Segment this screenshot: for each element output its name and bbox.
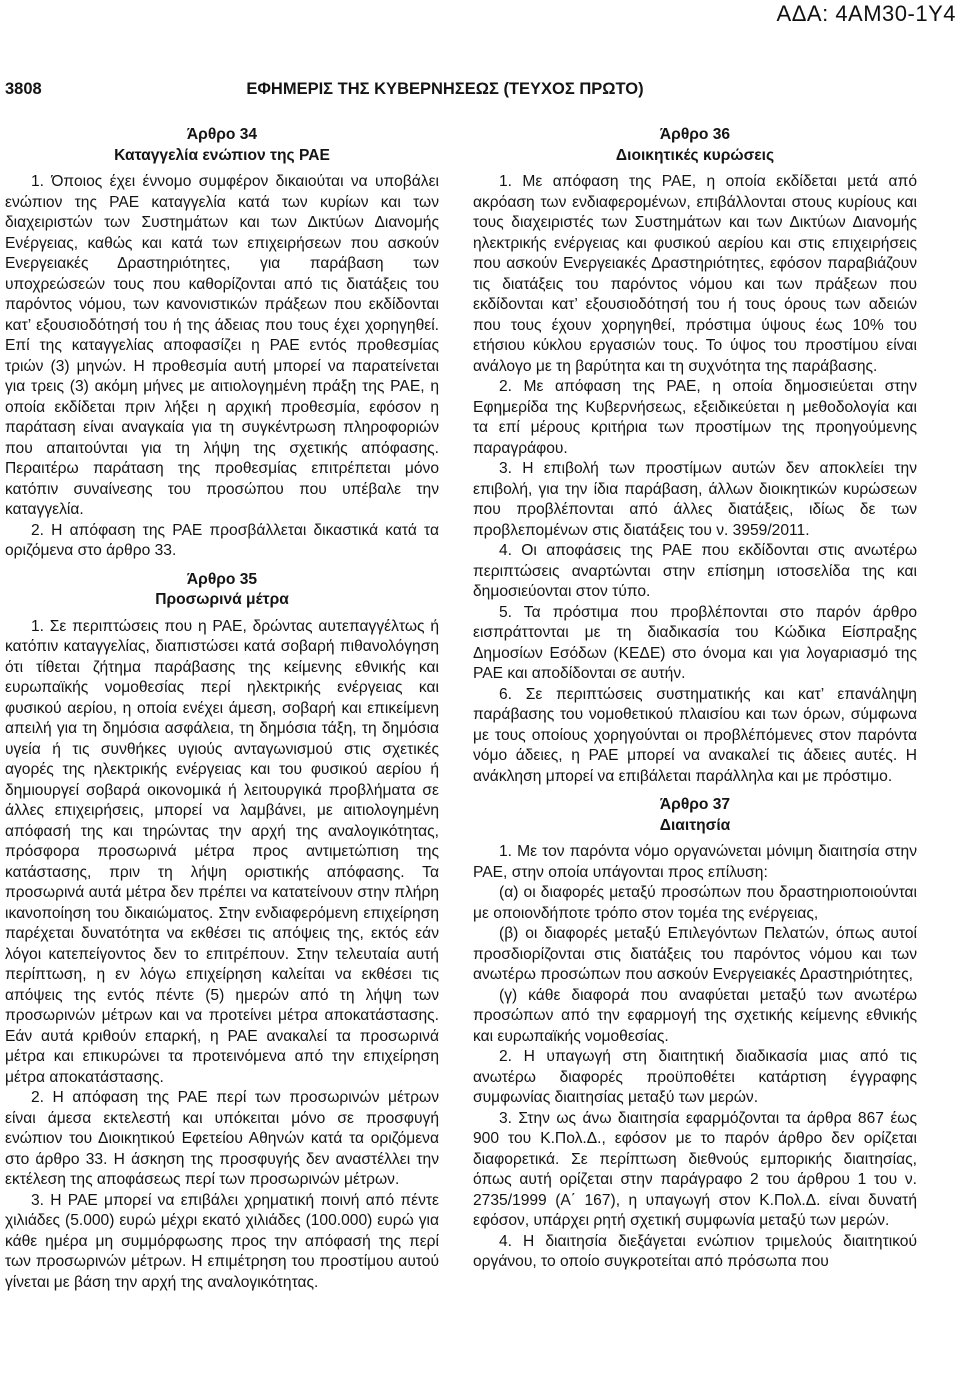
- paragraph: 1. Σε περιπτώσεις που η ΡΑΕ, δρώντας αυτεπαγγέλτως ή κατόπιν καταγγελίας, διαπιστώσει κατά σοβαρή πιθανολόγηση ότι τίθεται ζήτημα παράβασης της κείμενης εθνικής και ευρωπαϊκής νομοθεσίας περί ηλεκτρικής ενέργειας και φυσικού αερίου, η οποία ενέχει άμεση, σοβαρή και επικείμενη απειλή για τη δημόσια ασφάλεια, τη δημόσια τάξη, τη δημόσια υγεία ή τις συνθήκες υγιούς ανταγωνισμού στις σχετικές αγορές της ηλεκτρικής ενέργειας και του φυσικού αερίου ή δημιουργεί σοβαρά οικονομικά ή λειτουργικά προβλήματα σε άλλες επιχειρήσεις, μπορεί να λαμβάνει, με αιτιολογημένη απόφασή της και τηρώντας την αρχή της αναλογικότητας, πρόσφορα προσωρινά μέτρα προς αντιμετώπιση της κατάστασης, πριν τη λήψη οριστικής απόφασης. Τα προσωρινά αυτά μέτρα δεν πρέπει να κατατείνουν στην πλήρη ικανοποίηση του δικαιώματος. Στην ενδιαφερόμενη επιχείρηση παρέχεται δυνατότητα να εκθέσει τις απόψεις της, εκτός εάν λόγοι κατεπείγοντος δεν το επιτρέπουν. Στην τελευταία αυτή περίπτωση, η εν λόγω επιχείρηση καλείται να εκθέσει τις απόψεις της εντός πέντε (5) ημερών από τη λήψη των προσωρινών μέτρων και να προτείνει μέτρα αποκατάστασης. Εάν αυτά κριθούν επαρκή, η ΡΑΕ ανακαλεί τα προσωρινά μέτρα και επικυρώνει τα προτεινόμενα από την επιχείρηση μέτρα αποκατάστασης.: [5, 617, 439, 1086]
- article-number: Άρθρο 35: [186, 570, 258, 588]
- page-header: [0, 80, 960, 102]
- paragraph: 3. Η επιβολή των προστίμων αυτών δεν αποκλείει την επιβολή, για την ίδια παράβαση, άλλων διοικητικών κυρώσεων που προβλέπονται από άλλες διατάξεις, ιδίως δε των προβλεπομένων στις διατάξεις του ν. 3959/2011.: [473, 460, 917, 539]
- paragraph: 1. Με τον παρόντα νόμο οργανώνεται μόνιμη διαιτησία στην ΡΑΕ, στην οποία υπάγονται προς επίλυση:: [473, 843, 917, 881]
- paragraph: (γ) κάθε διαφορά που αναφύεται μεταξύ των ανωτέρω προσώπων από την εφαρμογή της σχετικής κείμενης εθνικής και ευρωπαϊκής νομοθεσίας.: [473, 986, 917, 1045]
- article-title: Διοικητικές κυρώσεις: [615, 146, 775, 164]
- article-35-heading: [5, 570, 439, 611]
- paragraph: (β) οι διαφορές μεταξύ Επιλεγόντων Πελατών, όπως αυτοί προσδιορίζονται στις διατάξεις του παρόντος νόμου και των ανωτέρω προσώπων που ασκούν Ενεργειακές Δραστηριότητες,: [473, 925, 917, 983]
- paragraph: 3. Στην ως άνω διαιτησία εφαρμόζονται τα άρθρα 867 έως 900 του Κ.Πολ.Δ., εφόσον με το παρόν άρθρο δεν ορίζεται διαφορετικά. Σε περίπτωση διεθνούς εμπορικής διαιτησίας, όπως αυτή ορίζεται στην παράγραφο 2 του άρθρου 1 του ν. 2735/1999 (Α΄ 167), η υπαγωγή στον Κ.Πολ.Δ. είναι δυνατή εφόσον, υπάρχει ρητή σχετική συμφωνία μεταξύ των μερών.: [473, 1109, 917, 1229]
- article-number: Άρθρο 37: [659, 796, 731, 813]
- article-37-heading: [473, 795, 917, 836]
- paragraph: 5. Τα πρόστιμα που προβλέπονται στο παρόν άρθρο εισπράττονται με τη διαδικασία του Κώδικα Είσπραξης Δημοσίων Εσόδων (ΚΕΔΕ) στο όνομα και για λογαριασμό της ΡΑΕ και αποδίδονται σε αυτήν.: [473, 603, 917, 682]
- article-34-heading: [5, 125, 439, 166]
- article-36-heading: [473, 125, 917, 166]
- article-title: Διαιτησία: [659, 816, 731, 834]
- paragraph: 4. Η διαιτησία διεξάγεται ενώπιον τριμελούς διαιτητικού οργάνου, το οποίο συγκροτείται από πρόσωπα που: [473, 1232, 917, 1270]
- paragraph: 2. Με απόφαση της ΡΑΕ, η οποία δημοσιεύεται στην Εφημερίδα της Κυβερνήσεως, εξειδικεύεται η μεθοδολογία και τα επί μέρους κριτήρια των προστίμων της προηγούμενης παραγράφου.: [473, 378, 917, 457]
- paragraph: 2. Η απόφαση της ΡΑΕ προσβάλλεται δικαστικά κατά τα οριζόμενα στο άρθρο 33.: [5, 521, 439, 559]
- right-column: [473, 125, 917, 1273]
- paragraph: (α) οι διαφορές μεταξύ προσώπων που δραστηριοποιούνται με οποιονδήποτε τρόπο στον τομέα της ενέργειας,: [473, 884, 917, 922]
- paragraph: 2. Η υπαγωγή στη διαιτητική διαδικασία μιας από τις ανωτέρω διαφορές προϋποθέτει κατάρτιση έγγραφης συμφωνίας διαιτησίας μεταξύ των μερών.: [473, 1048, 917, 1106]
- article-title: Προσωρινά μέτρα: [155, 591, 289, 608]
- paragraph: 6. Σε περιπτώσεις συστηματικής και κατ’ επανάληψη παράβασης του νομοθετικού πλαισίου και των όρων, σύμφωνα με τους οποίους χορηγούνται οι προβλέπόμενες στον παρόντα νόμο άδειες, η ΡΑΕ μπορεί να ανακαλεί τις άδειες αυτές. Η ανάκληση μπορεί να επιβάλεται παράλληλα και με πρόστιμο.: [473, 685, 917, 785]
- ada-identifier: ΑΔΑ: 4ΑΜ30-1Υ4: [776, 1, 956, 26]
- page-number: 3808: [5, 80, 42, 98]
- paragraph: 2. Η απόφαση της ΡΑΕ περί των προσωρινών μέτρων είναι άμεσα εκτελεστή και υπόκειται μόνο σε προσφυγή ενώπιον του Διοικητικού Εφετείου Αθηνών κατά τα οριζόμενα στο άρθρο 33. Η άσκηση της προσφυγής δεν αναστέλλει την εκτέλεση της αποφάσεως περί των προσωρινών μέτρων.: [5, 1089, 439, 1188]
- paragraph: 4. Οι αποφάσεις της ΡΑΕ που εκδίδονται στις ανωτέρω περιπτώσεις αναρτώνται στην επίσημη ιστοσελίδα της και δημοσιεύονται στον τύπο.: [473, 542, 917, 600]
- paragraph: 1. Όποιος έχει έννομο συμφέρον δικαιούται να υποβάλει ενώπιον της ΡΑΕ καταγγελία κατά των κυρίων και των διαχειριστών των Συστημάτων και των Δικτύων Διανομής Ενέργειας, καθώς και κατά των επιχειρήσεων που ασκούν Ενεργειακές Δραστηριότητες, για παράβαση των υποχρεώσεών τους που καθορίζονται από τις διατάξεις του παρόντος νόμου, των κανονιστικών πράξεων που εκδίδονται κατ’ εξουσιοδότησή του ή της άδειας που τους έχει χορηγηθεί. Επί της καταγγελίας αποφασίζει η ΡΑΕ εντός προθεσμίας τριών (3) μηνών. Η προθεσμία αυτή μπορεί να παρατείνεται για τρεις (3) ακόμη μήνες με αιτιολογημένη πράξη της ΡΑΕ, η οποία εκδίδεται πριν λήξει η αρχική προθεσμία, εφόσον η παράταση είναι αναγκαία για τη συγκέντρωση πληροφοριών που απαιτούνται για τη λήψη της σχετικής απόφασης. Περαιτέρω παράταση της προθεσμίας επιτρέπεται μόνο κατόπιν συναίνεσης του προσώπου που υπέβαλε την καταγγελία.: [5, 173, 439, 518]
- article-number: Άρθρο 34: [186, 126, 258, 143]
- article-number: Άρθρο 36: [659, 126, 731, 143]
- left-column: [5, 125, 439, 1293]
- paragraph: 3. Η ΡΑΕ μπορεί να επιβάλει χρηματική ποινή από πέντε χιλιάδες (5.000) ευρώ μέχρι εκατό χιλιάδες (100.000) ευρώ για κάθε ημέρα μη συμμόρφωσης προς την απόφασή της περί των προσωρινών μέτρων. Η επιμέτρηση του προστίμου αυτού γίνεται με βάση την αρχή της αναλογικότητας.: [5, 1191, 439, 1291]
- article-title: Καταγγελία ενώπιον της ΡΑΕ: [114, 146, 330, 164]
- gazette-title: ΕΦΗΜΕΡΙΣ ΤΗΣ ΚΥΒΕΡΝΗΣΕΩΣ (ΤΕΥΧΟΣ ΠΡΩΤΟ): [246, 80, 644, 98]
- paragraph: 1. Με απόφαση της ΡΑΕ, η οποία εκδίδεται μετά από ακρόαση των ενδιαφερομένων, επιβάλλονται στους κυρίους και τους διαχειριστές των Συστημάτων και των Δικτύων Διανομής ηλεκτρικής ενέργειας και φυσικού αερίου και στις επιχειρήσεις που ασκούν Ενεργειακές Δραστηριότητες, εφόσον παραβιάζουν τις διατάξεις του παρόντος νόμου και των πράξεων που εκδίδονται κατ’ εξουσιοδότησή του ή τους όρους των αδειών που τους έχουν χορηγηθεί, πρόστιμα ύψους έως 10% του ετήσιου κύκλου εργασιών τους. Το ύψος του προστίμου είναι ανάλογο με τη βαρύτητα και τη συχνότητα της παράβασης.: [473, 173, 917, 375]
